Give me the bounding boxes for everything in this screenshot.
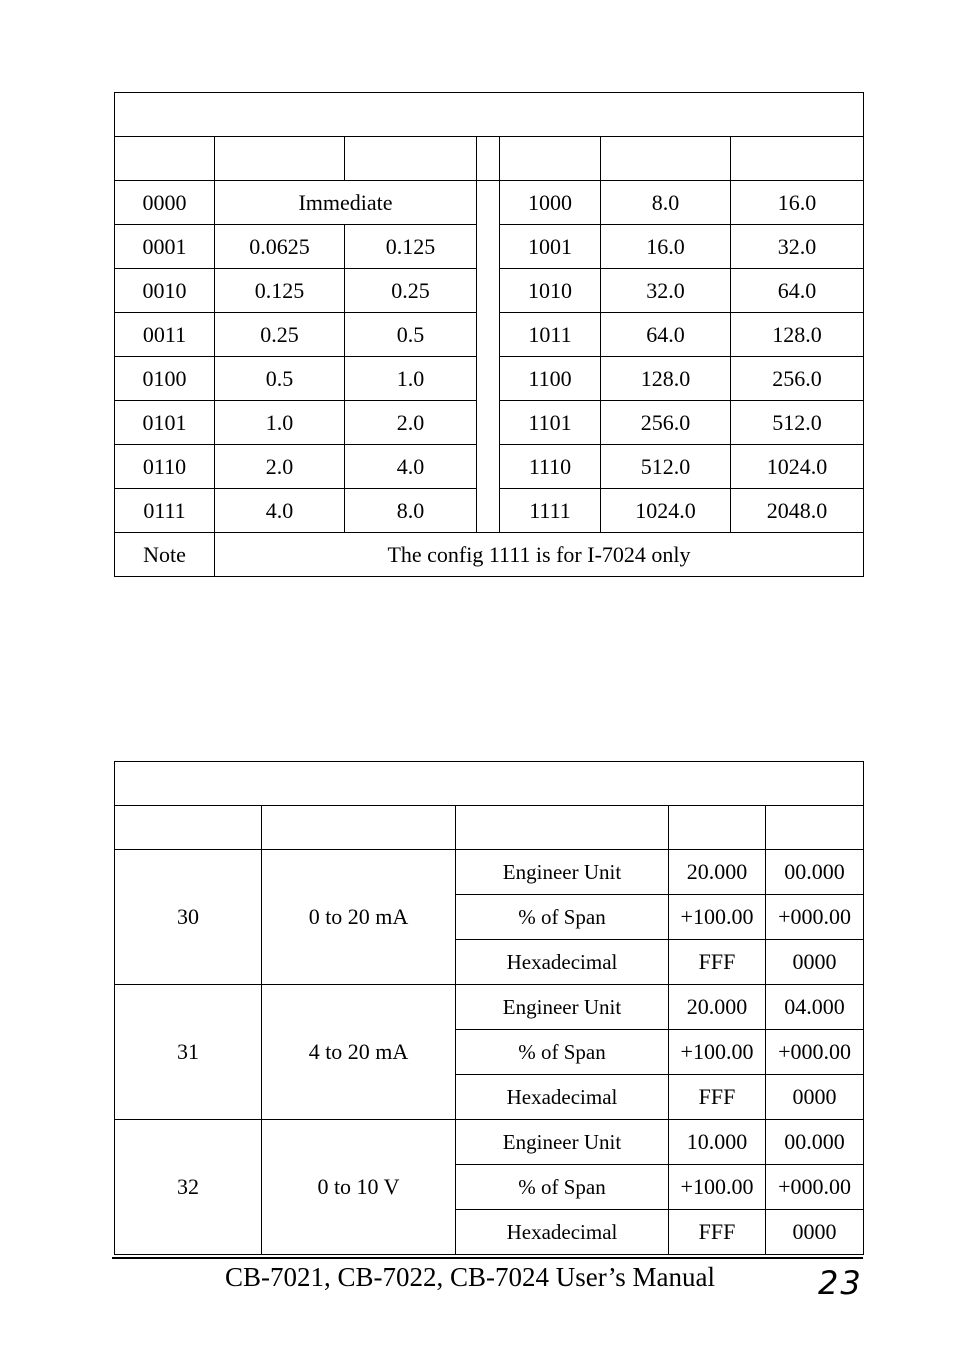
rate-value: 0.25 [345, 269, 477, 313]
header-cell [262, 806, 456, 850]
max-value: 20.000 [669, 985, 766, 1030]
type-code: 31 [115, 985, 262, 1120]
header-cell [345, 137, 477, 181]
data-format: Engineer Unit [456, 850, 669, 895]
max-value: 10.000 [669, 1120, 766, 1165]
type-code: 30 [115, 850, 262, 985]
config-code: 0111 [115, 489, 215, 533]
table-header-row [115, 137, 864, 181]
max-value: +100.00 [669, 895, 766, 940]
input-range: 0 to 10 V [262, 1120, 456, 1255]
header-cell [456, 806, 669, 850]
rate-value: 8.0 [345, 489, 477, 533]
footer-rule [112, 1257, 863, 1259]
rate-value: 512.0 [731, 401, 864, 445]
header-cell [601, 137, 731, 181]
header-cell [669, 806, 766, 850]
table-row [115, 1120, 864, 1165]
rate-value: 1024.0 [601, 489, 731, 533]
rate-value: 0.0625 [215, 225, 345, 269]
rate-value: 0.5 [215, 357, 345, 401]
rate-value: 1.0 [215, 401, 345, 445]
rate-value: 8.0 [601, 181, 731, 225]
data-format: % of Span [456, 1030, 669, 1075]
config-code: 0010 [115, 269, 215, 313]
config-code: 1000 [500, 181, 601, 225]
min-value: 0000 [766, 1075, 864, 1120]
header-cell [731, 137, 864, 181]
rate-value: 2048.0 [731, 489, 864, 533]
table-title-row [115, 762, 864, 806]
rate-value: 256.0 [601, 401, 731, 445]
rate-value: 64.0 [601, 313, 731, 357]
config-code: 1100 [500, 357, 601, 401]
config-code: 1111 [500, 489, 601, 533]
max-value: +100.00 [669, 1030, 766, 1075]
data-format: % of Span [456, 895, 669, 940]
column-separator [477, 489, 500, 533]
column-separator [477, 401, 500, 445]
rate-value: 16.0 [731, 181, 864, 225]
data-format: Hexadecimal [456, 1210, 669, 1255]
min-value: 00.000 [766, 1120, 864, 1165]
table-row [115, 269, 864, 313]
rate-value: 256.0 [731, 357, 864, 401]
data-format: Hexadecimal [456, 1075, 669, 1120]
column-separator [477, 137, 500, 181]
input-range-table [114, 761, 864, 1255]
max-value: FFF [669, 940, 766, 985]
min-value: +000.00 [766, 1165, 864, 1210]
table-row [115, 181, 864, 225]
config-code: 0100 [115, 357, 215, 401]
input-range: 0 to 20 mA [262, 850, 456, 985]
page-number: 23 [818, 1264, 863, 1302]
rate-value: 1.0 [345, 357, 477, 401]
config-code: 0101 [115, 401, 215, 445]
column-separator [477, 313, 500, 357]
min-value: +000.00 [766, 895, 864, 940]
min-value: +000.00 [766, 1030, 864, 1075]
column-separator [477, 357, 500, 401]
table-row [115, 445, 864, 489]
rate-value: 0.5 [345, 313, 477, 357]
min-value: 0000 [766, 1210, 864, 1255]
config-code: 0011 [115, 313, 215, 357]
header-cell [766, 806, 864, 850]
note-text: The config 1111 is for I-7024 only [215, 533, 864, 577]
header-cell [215, 137, 345, 181]
input-range: 4 to 20 mA [262, 985, 456, 1120]
table-title-cell [115, 93, 864, 137]
max-value: 20.000 [669, 850, 766, 895]
column-separator [477, 181, 500, 225]
rate-value: 128.0 [731, 313, 864, 357]
config-code: 0110 [115, 445, 215, 489]
rate-value: 128.0 [601, 357, 731, 401]
config-code: 0000 [115, 181, 215, 225]
column-separator [477, 445, 500, 489]
column-separator [477, 269, 500, 313]
rate-value: 512.0 [601, 445, 731, 489]
table-row [115, 850, 864, 895]
rate-value: 32.0 [601, 269, 731, 313]
config-code: 1110 [500, 445, 601, 489]
rate-value: 64.0 [731, 269, 864, 313]
rate-value: 0.25 [215, 313, 345, 357]
table-row [115, 489, 864, 533]
rate-value: 1024.0 [731, 445, 864, 489]
rate-value: 2.0 [215, 445, 345, 489]
rate-value: 4.0 [215, 489, 345, 533]
data-format: % of Span [456, 1165, 669, 1210]
rate-value: Immediate [215, 181, 477, 225]
table-title-cell [115, 762, 864, 806]
table-title-row [115, 93, 864, 137]
max-value: FFF [669, 1210, 766, 1255]
rate-value: 16.0 [601, 225, 731, 269]
header-cell [500, 137, 601, 181]
rate-value: 0.125 [215, 269, 345, 313]
table-header-row [115, 806, 864, 850]
config-code: 1101 [500, 401, 601, 445]
data-format: Hexadecimal [456, 940, 669, 985]
footer-title: CB-7021, CB-7022, CB-7024 User’s Manual [225, 1262, 715, 1292]
table-row [115, 357, 864, 401]
min-value: 04.000 [766, 985, 864, 1030]
rate-value: 32.0 [731, 225, 864, 269]
max-value: FFF [669, 1075, 766, 1120]
min-value: 00.000 [766, 850, 864, 895]
table-row [115, 225, 864, 269]
slew-rate-table [114, 92, 864, 577]
type-code: 32 [115, 1120, 262, 1255]
config-code: 1001 [500, 225, 601, 269]
data-format: Engineer Unit [456, 985, 669, 1030]
table-row [115, 313, 864, 357]
note-label: Note [115, 533, 215, 577]
config-code: 1011 [500, 313, 601, 357]
rate-value: 0.125 [345, 225, 477, 269]
min-value: 0000 [766, 940, 864, 985]
table-row [115, 985, 864, 1030]
config-code: 0001 [115, 225, 215, 269]
note-row [115, 533, 864, 577]
table-row [115, 401, 864, 445]
max-value: +100.00 [669, 1165, 766, 1210]
header-cell [115, 806, 262, 850]
rate-value: 4.0 [345, 445, 477, 489]
config-code: 1010 [500, 269, 601, 313]
rate-value: 2.0 [345, 401, 477, 445]
header-cell [115, 137, 215, 181]
data-format: Engineer Unit [456, 1120, 669, 1165]
column-separator [477, 225, 500, 269]
